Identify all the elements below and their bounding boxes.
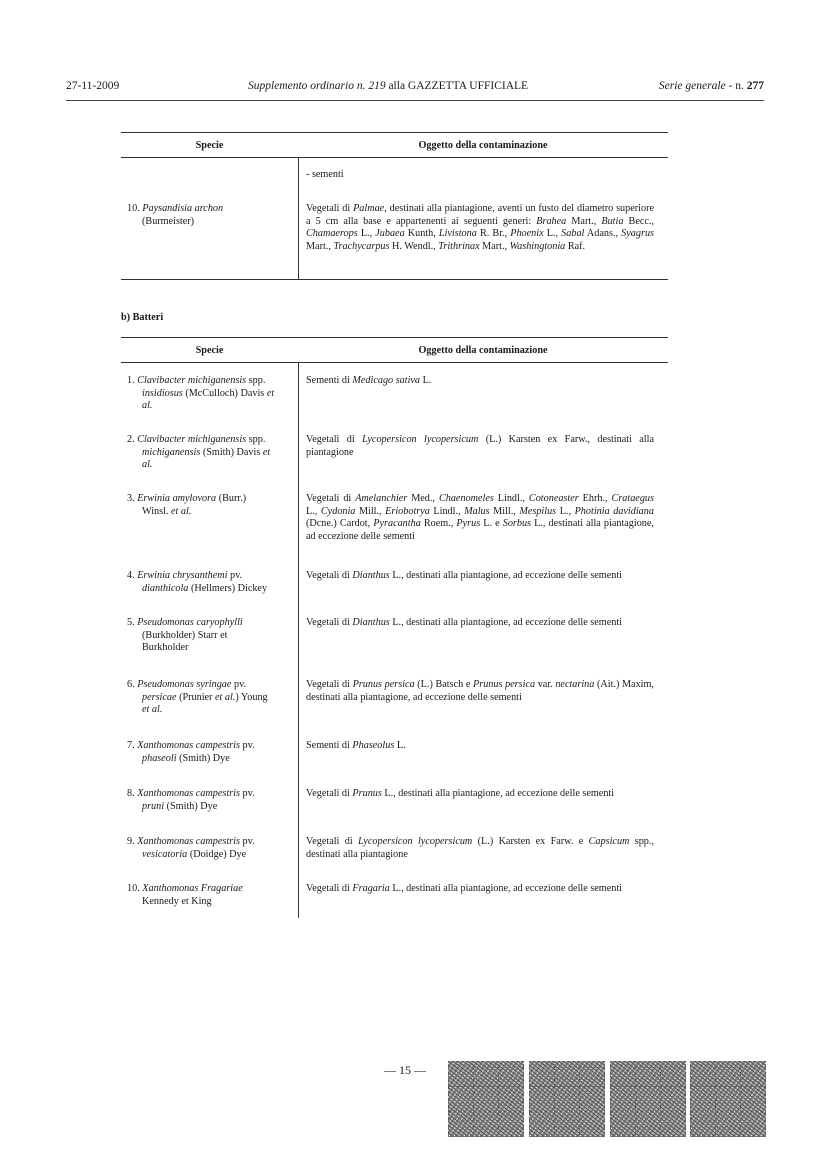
- text-run: L.: [420, 375, 432, 386]
- header-series-sep: - n.: [725, 80, 747, 92]
- italic-text-run: Butia: [601, 215, 624, 227]
- species-line: [127, 434, 293, 447]
- text-run: Sementi di: [306, 740, 353, 751]
- text-run: Winsl.: [142, 505, 172, 517]
- italic-text-run: Pseudomonas syringae: [137, 679, 232, 690]
- table2-row-species: [127, 570, 293, 595]
- italic-text-run: al.: [142, 400, 153, 412]
- text-run: L.: [394, 740, 406, 751]
- table2-row-species: [127, 788, 293, 813]
- text-run: Vegetali di: [306, 617, 353, 628]
- species-line: [127, 447, 293, 460]
- italic-text-run: et al.: [142, 704, 163, 716]
- italic-text-run: Livistona: [438, 228, 477, 240]
- text-run: L.,: [543, 228, 562, 240]
- text-run: Vegetali di: [306, 434, 363, 445]
- header-series-label: Serie generale: [658, 80, 726, 92]
- header-publication: [248, 80, 528, 93]
- text-run: R. Br.,: [476, 228, 511, 240]
- text-run: Kunth,: [404, 228, 439, 240]
- text-run: 7.: [127, 740, 138, 751]
- italic-text-run: Pseudomonas caryophylli: [137, 617, 243, 628]
- italic-text-run: Jubaea: [375, 228, 405, 240]
- text-run: (Smith) Dye: [176, 752, 230, 764]
- table1-row-object: [306, 203, 654, 253]
- text-run: pv.: [239, 788, 255, 799]
- text-run: Roem.,: [420, 518, 457, 530]
- text-run: (L.) Karsten ex Farw., destinati alla piantagione: [306, 434, 654, 458]
- italic-text-run: Erwinia amylovora: [137, 493, 217, 504]
- text-run: ) Young: [235, 691, 268, 703]
- text-run: Vegetali di: [306, 203, 354, 214]
- text-run: H. Wendl.,: [389, 240, 439, 252]
- species-line: [127, 679, 293, 692]
- italic-text-run: Pyracantha: [373, 518, 421, 530]
- text-run: 4.: [127, 570, 138, 581]
- species-line: [127, 692, 293, 705]
- italic-text-run: vesicatoria: [142, 848, 188, 860]
- table2-row-species: [127, 493, 293, 518]
- text-run: Vegetali di: [306, 883, 353, 894]
- italic-text-run: Capsicum: [588, 836, 630, 847]
- text-run: Mart.,: [566, 215, 602, 227]
- table1-row-species-author: (Burmeister): [142, 215, 195, 227]
- text-run: (Dcne.) Cardot,: [306, 518, 374, 530]
- text-run: L., destinati alla piantagione, ad eccezione delle sementi: [389, 617, 622, 628]
- security-pattern-1: [448, 1061, 524, 1137]
- species-line: [127, 506, 293, 519]
- italic-text-run: Prunus persica: [473, 679, 536, 690]
- security-pattern-2: [529, 1061, 605, 1137]
- text-run: 8.: [127, 788, 138, 799]
- text-run: (Doidge) Dye: [187, 848, 247, 860]
- italic-text-run: Xanthomonas campestris: [137, 788, 240, 799]
- text-run: Vegetali di: [306, 836, 359, 847]
- italic-text-run: Dianthus: [352, 570, 390, 581]
- text-run: Raf.: [565, 240, 586, 252]
- species-line: [127, 836, 293, 849]
- italic-text-run: Syagrus: [621, 228, 654, 240]
- italic-text-run: Xanthomonas Fragariae: [142, 883, 243, 894]
- italic-text-run: Mespilus: [519, 505, 557, 517]
- table1-pre-row-text: - sementi: [306, 169, 344, 180]
- italic-text-run: Palmae: [353, 203, 385, 214]
- table2-row-species: [127, 617, 293, 655]
- table2-row-object: [306, 493, 654, 543]
- text-run: L. e: [480, 518, 503, 530]
- italic-text-run: Clavibacter michiganensis: [137, 375, 247, 386]
- text-run: L.,: [357, 228, 376, 240]
- table1-row-number: 10.: [127, 203, 140, 214]
- italic-text-run: Eriobotrya: [385, 505, 430, 517]
- text-run: pv.: [239, 836, 255, 847]
- table2-row-species: [127, 679, 293, 717]
- text-run: (Hellmers) Dickey: [188, 582, 268, 594]
- table2-row-object: [306, 570, 654, 583]
- page-number: — 15 —: [384, 1063, 426, 1077]
- species-line: [127, 740, 293, 753]
- text-run: (Prunier: [176, 691, 215, 703]
- text-run: Vegetali di: [306, 679, 353, 690]
- table2-row-species: [127, 883, 293, 908]
- text-run: 3.: [127, 493, 138, 504]
- header-series-number: 277: [746, 80, 764, 92]
- italic-text-run: Prunus: [352, 788, 382, 799]
- text-run: Mill.,: [355, 505, 386, 517]
- header-gazette: alla GAZZETTA UFFICIALE: [385, 80, 529, 92]
- text-run: 6.: [127, 679, 138, 690]
- species-line: [127, 388, 293, 401]
- italic-text-run: Clavibacter michiganensis: [137, 434, 247, 445]
- italic-text-run: et al.: [215, 691, 236, 703]
- text-run: (McCulloch) Davis: [182, 387, 267, 399]
- italic-text-run: Cotoneaster: [528, 493, 579, 504]
- italic-text-run: Crataegus: [611, 493, 654, 504]
- text-run: 10.: [127, 883, 143, 894]
- text-run: Vegetali di: [306, 788, 353, 799]
- table2-column-divider: [298, 362, 299, 918]
- table2-row-object: [306, 836, 654, 861]
- italic-text-run: dianthicola: [142, 582, 189, 594]
- text-run: pv.: [239, 740, 255, 751]
- species-line: [127, 493, 293, 506]
- table1-header-species: Specie: [195, 140, 224, 151]
- header-date: 27-11-2009: [66, 80, 120, 92]
- italic-text-run: et: [266, 387, 275, 399]
- italic-text-run: Chamaerops: [306, 228, 358, 240]
- italic-text-run: Amelanchier: [355, 493, 408, 504]
- table2-header-species: Specie: [195, 345, 224, 356]
- italic-text-run: Lycopersicon lycopersicum: [358, 836, 473, 847]
- text-run: L.,: [306, 505, 321, 517]
- italic-text-run: Malus: [464, 505, 490, 517]
- text-run: Vegetali di: [306, 493, 356, 504]
- text-run: Adans.,: [584, 228, 622, 240]
- text-run: Becc.,: [623, 215, 654, 227]
- italic-text-run: Sorbus: [502, 518, 532, 530]
- text-run: 1.: [127, 375, 138, 386]
- italic-text-run: Chaenomeles: [438, 493, 494, 504]
- text-run: 9.: [127, 836, 138, 847]
- species-line: [127, 630, 293, 643]
- italic-text-run: Brahea: [536, 215, 567, 227]
- text-run: Ehrh.,: [578, 493, 612, 504]
- table2-row-object: [306, 679, 654, 704]
- text-run: (L.) Batsch e: [414, 679, 473, 690]
- table2-row-object: [306, 740, 654, 753]
- italic-text-run: Photinia davidiana: [574, 505, 654, 517]
- text-run: , destinati alla piantagione, aventi un fusto del diametro superiore a 5 cm alla base e appartenenti ai seguenti generi:: [306, 203, 654, 227]
- italic-text-run: Erwinia chrysanthemi: [137, 570, 228, 581]
- table1-header-object: Oggetto della contaminazione: [418, 140, 548, 151]
- species-line: [127, 753, 293, 766]
- italic-text-run: et: [262, 446, 271, 458]
- italic-text-run: Medicago sativa: [352, 375, 421, 386]
- text-run: pv.: [227, 570, 243, 581]
- text-run: Burkholder: [142, 642, 189, 654]
- species-line: [127, 883, 293, 896]
- text-run: 5.: [127, 617, 138, 628]
- text-run: Lindl.,: [429, 505, 465, 517]
- table1-bottom-rule: [121, 279, 668, 280]
- italic-text-run: Xanthomonas campestris: [137, 740, 240, 751]
- text-run: L., destinati alla piantagione, ad eccezione delle sementi: [381, 788, 615, 799]
- italic-text-run: Fragaria: [352, 883, 390, 894]
- text-run: var.: [535, 679, 556, 690]
- species-line: [127, 642, 293, 655]
- table2-row-species: [127, 740, 293, 765]
- table1-top-rule: [121, 132, 668, 133]
- species-line: [127, 570, 293, 583]
- italic-text-run: Lycopersicon lycopersicum: [362, 434, 479, 445]
- table1-row-species-name: Paysandisia archon: [142, 203, 224, 214]
- italic-text-run: Prunus persica: [352, 679, 415, 690]
- italic-text-run: al.: [142, 459, 153, 471]
- text-run: L., destinati alla piantagione, ad eccezione delle sementi: [389, 883, 622, 894]
- species-line: [127, 459, 293, 472]
- text-run: pv.: [231, 679, 247, 690]
- species-line: [127, 849, 293, 862]
- text-run: spp., destinati alla piantagione: [306, 836, 654, 860]
- text-run: L.,: [556, 505, 575, 517]
- table2-row-species: [127, 434, 293, 472]
- italic-text-run: insidiosus: [142, 387, 183, 399]
- italic-text-run: Washingtonia: [509, 240, 566, 252]
- table2-row-species: [127, 836, 293, 861]
- table2-row-species: [127, 375, 293, 413]
- text-run: (Burr.): [216, 493, 247, 504]
- text-run: Med.,: [407, 493, 439, 504]
- italic-text-run: Pyrus: [456, 518, 481, 530]
- species-line: [127, 704, 293, 717]
- table2-header-rule: [121, 362, 668, 363]
- italic-text-run: Trachycarpus: [333, 240, 390, 252]
- text-run: Mart.,: [479, 240, 510, 252]
- italic-text-run: Dianthus: [352, 617, 390, 628]
- text-run: Mill.,: [489, 505, 520, 517]
- table2-top-rule: [121, 337, 668, 338]
- table2-header-object: Oggetto della contaminazione: [418, 345, 548, 356]
- species-line: [127, 583, 293, 596]
- species-line: [127, 617, 293, 630]
- header-rule: [66, 100, 764, 101]
- text-run: L., destinati alla piantagione, ad eccezione delle sementi: [389, 570, 622, 581]
- species-line: [127, 801, 293, 814]
- text-run: (L.) Karsten ex Farw. e: [472, 836, 589, 847]
- header-series: [659, 80, 764, 93]
- italic-text-run: michiganensis: [142, 446, 201, 458]
- table2-row-object: [306, 375, 654, 388]
- italic-text-run: nectarina: [555, 679, 595, 690]
- table2-row-object: [306, 883, 654, 896]
- text-run: (Smith) Davis: [200, 446, 263, 458]
- text-run: (Ait.) Maxim, destinati alla piantagione, ad eccezione delle sementi: [306, 679, 654, 703]
- table1-header-rule: [121, 157, 668, 158]
- table1-column-divider: [298, 157, 299, 279]
- text-run: spp.: [246, 375, 266, 386]
- text-run: Kennedy et King: [142, 895, 212, 907]
- text-run: (Burkholder) Starr et: [142, 629, 228, 641]
- text-run: 2.: [127, 434, 138, 445]
- italic-text-run: persicae: [142, 691, 177, 703]
- security-pattern-4: [690, 1061, 766, 1137]
- species-line: [127, 788, 293, 801]
- italic-text-run: Xanthomonas campestris: [137, 836, 240, 847]
- table2-row-object: [306, 434, 654, 459]
- text-run: Vegetali di: [306, 570, 353, 581]
- species-line: [127, 400, 293, 413]
- text-run: (Smith) Dye: [164, 800, 218, 812]
- table2-row-object: [306, 788, 654, 801]
- italic-text-run: pruni: [142, 800, 165, 812]
- text-run: Lindl.,: [493, 493, 529, 504]
- italic-text-run: Phaseolus: [352, 740, 395, 751]
- italic-text-run: Sabal: [561, 228, 585, 240]
- italic-text-run: et al.: [171, 505, 192, 517]
- italic-text-run: Phoenix: [510, 228, 544, 240]
- section-title-bacteria: b) Batteri: [121, 312, 164, 323]
- text-run: spp.: [246, 434, 266, 445]
- security-pattern-3: [610, 1061, 686, 1137]
- text-run: Sementi di: [306, 375, 353, 386]
- header-supplement: Supplemento ordinario n. 219: [248, 80, 386, 92]
- species-line: [127, 375, 293, 388]
- text-run: Mart.,: [306, 240, 334, 252]
- table2-row-object: [306, 617, 654, 630]
- text-run: L., destinati alla piantagione, ad eccezione delle sementi: [306, 518, 654, 542]
- italic-text-run: Trithrinax: [438, 240, 480, 252]
- species-line: [127, 896, 293, 909]
- italic-text-run: phaseoli: [142, 752, 177, 764]
- table1-row-species: [127, 203, 293, 228]
- italic-text-run: Cydonia: [320, 505, 356, 517]
